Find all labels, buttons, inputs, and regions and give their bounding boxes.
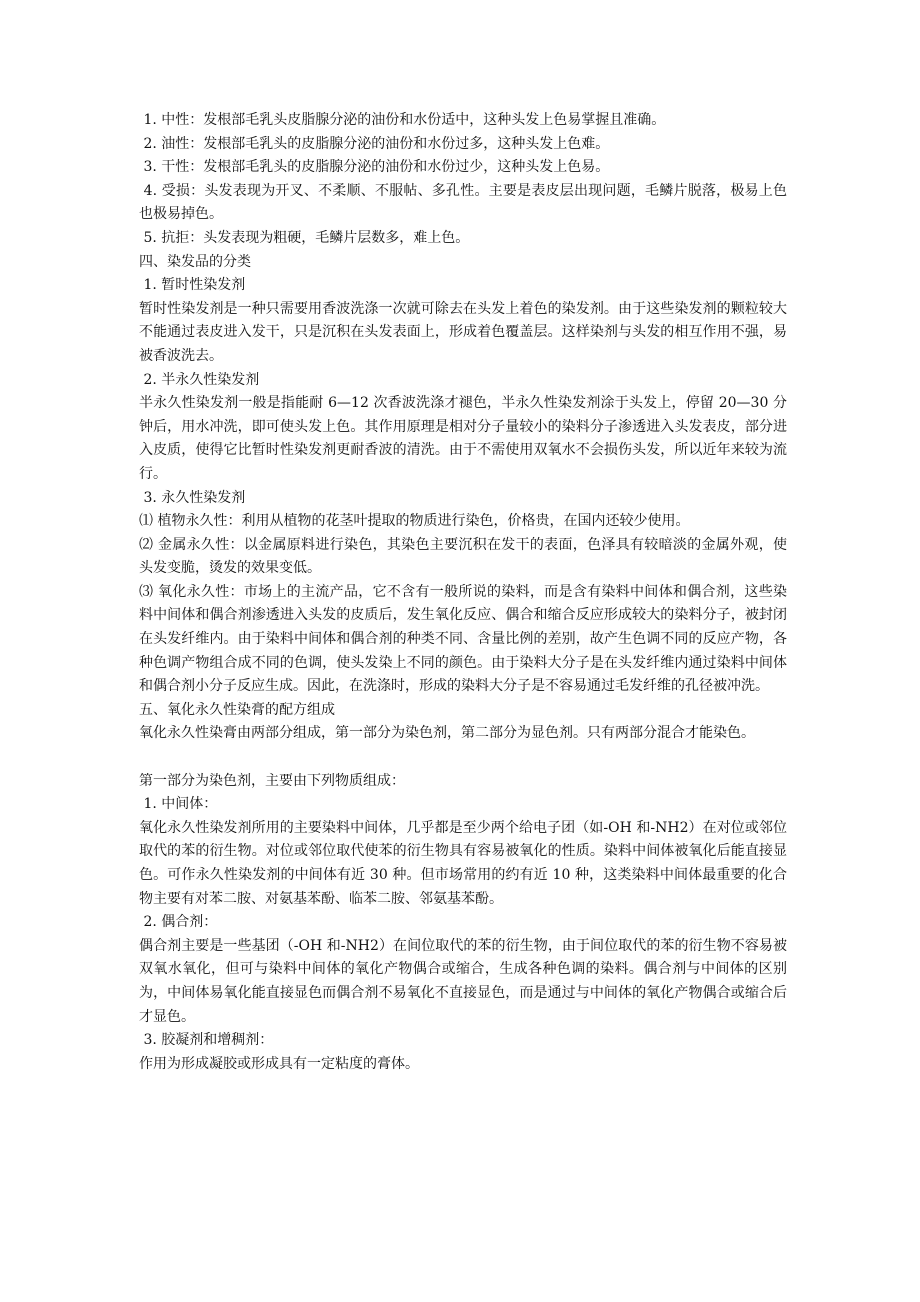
body-paragraph-part-one: 第一部分为染色剂，主要由下列物质组成： xyxy=(139,772,405,789)
list-item-oxidative: ⑶ 氧化永久性：市场上的主流产品，它不含有一般所说的染料，而是含有染料中间体和偶合剂，这些染料中间体和偶合剂渗透进入头发的皮质后，发生氧化反应、偶合和缩合反应形成较大的染料分子，被封闭在头发纤维内。由于染料中间体和偶合剂的种类不同、含量比例的差别，故产生色调不同的反应产物，各种色调产物组合成不同的色调，使头发染上不同的颜色。由于染料大分子是在头发纤维内通过染料中间体和偶合剂小分子反应生成。因此，在洗涤时，形成的染料大分子是不容易通过毛发纤维的孔径被冲洗。 xyxy=(139,583,787,695)
body-paragraph-temporary: 暂时性染发剂是一种只需要用香波洗涤一次就可除去在头发上着色的染发剂。由于这些染发剂的颗粒较大不能通过表皮进入发干，只是沉积在头发表面上，形成着色覆盖层。这样染剂与头发的相互作用不强，易被香波洗去。 xyxy=(139,300,787,364)
section-heading-5: 五、氧化永久性染膏的配方组成 xyxy=(139,701,335,718)
list-item-resistant: 5. 抗拒：头发表现为粗硬，毛鳞片层数多，难上色。 xyxy=(139,229,470,246)
list-item-plant: ⑴ 植物永久性：利用从植物的花茎叶提取的物质进行染色，价格贵，在国内还较少使用。 xyxy=(139,513,690,530)
body-paragraph-thickener: 作用为形成凝胶或形成具有一定粘度的膏体。 xyxy=(139,1055,419,1072)
body-paragraph-formula: 氧化永久性染膏由两部分组成，第一部分为染色剂，第二部分为显色剂。只有两部分混合才能染色。 xyxy=(139,725,755,742)
body-paragraph-coupler: 偶合剂主要是一些基团（-OH 和-NH2）在间位取代的苯的衍生物，由于间位取代的苯的衍生物不容易被双氧水氧化，但可与染料中间体的氧化产物偶合或缩合，生成各种色调的染料。偶合剂与中间体的区别为，中间体易氧化能直接显色而偶合剂不易氧化不直接显色，而是通过与中间体的氧化产物偶合或缩合后才显色。 xyxy=(139,937,787,1025)
subheading-thickener: 3. 胶凝剂和增稠剂： xyxy=(139,1032,274,1049)
blank-line xyxy=(139,746,787,770)
list-item-oily: 2. 油性：发根部毛乳头的皮脂腺分泌的油份和水份过多，这种头发上色难。 xyxy=(139,135,610,152)
section-heading-4: 四、染发品的分类 xyxy=(139,253,251,270)
subheading-permanent: 3. 永久性染发剂 xyxy=(139,489,246,506)
body-paragraph-semi-permanent: 半永久性染发剂一般是指能耐 6—12 次香波洗涤才褪色，半永久性染发剂涂于头发上，停留 20—30 分钟后，用水冲洗，即可使头发上色。其作用原理是相对分子量较小的染料分子渗透进入头发表皮，部分进入皮质，使得它比暂时性染发剂更耐香波的清洗。由于不需使用双氧水不会损伤头发，所以近年来较为流行。 xyxy=(139,395,787,482)
list-item-metal: ⑵ 金属永久性：以金属原料进行染色，其染色主要沉积在发干的表面，色泽具有较暗淡的金属外观，使头发变脆，烫发的效果变低。 xyxy=(139,536,787,577)
list-item-dry: 3. 干性：发根部毛乳头的皮脂腺分泌的油份和水份过少，这种头发上色易。 xyxy=(139,159,610,176)
body-paragraph-intermediate: 氧化永久性染发剂所用的主要染料中间体，几乎都是至少两个给电子团（如-OH 和-NH2）在对位或邻位取代的苯的衍生物。对位或邻位取代使苯的衍生物具有容易被氧化的性质。染料中间体被氧化后能直接显色。可作永久性染发剂的中间体有近 30 种。但市场常用的约有近 10 种，这类染料中间体最重要的化合物主要有对苯二胺、对氨基苯酚、临苯二胺、邻氨基苯酚。 xyxy=(139,819,787,907)
subheading-temporary: 1. 暂时性染发剂 xyxy=(139,277,246,294)
subheading-intermediate: 1. 中间体： xyxy=(139,796,218,813)
list-item-damaged: 4. 受损：头发表现为开叉、不柔顺、不服帖、多孔性。主要是表皮层出现问题，毛鳞片脱落，极易上色也极易掉色。 xyxy=(139,182,787,223)
subheading-semi-permanent: 2. 半永久性染发剂 xyxy=(139,371,260,388)
document-page xyxy=(139,109,787,1076)
subheading-coupler: 2. 偶合剂： xyxy=(139,914,218,931)
list-item-neutral: 1. 中性：发根部毛乳头皮脂腺分泌的油份和水份适中，这种头发上色易掌握且准确。 xyxy=(139,112,666,128)
